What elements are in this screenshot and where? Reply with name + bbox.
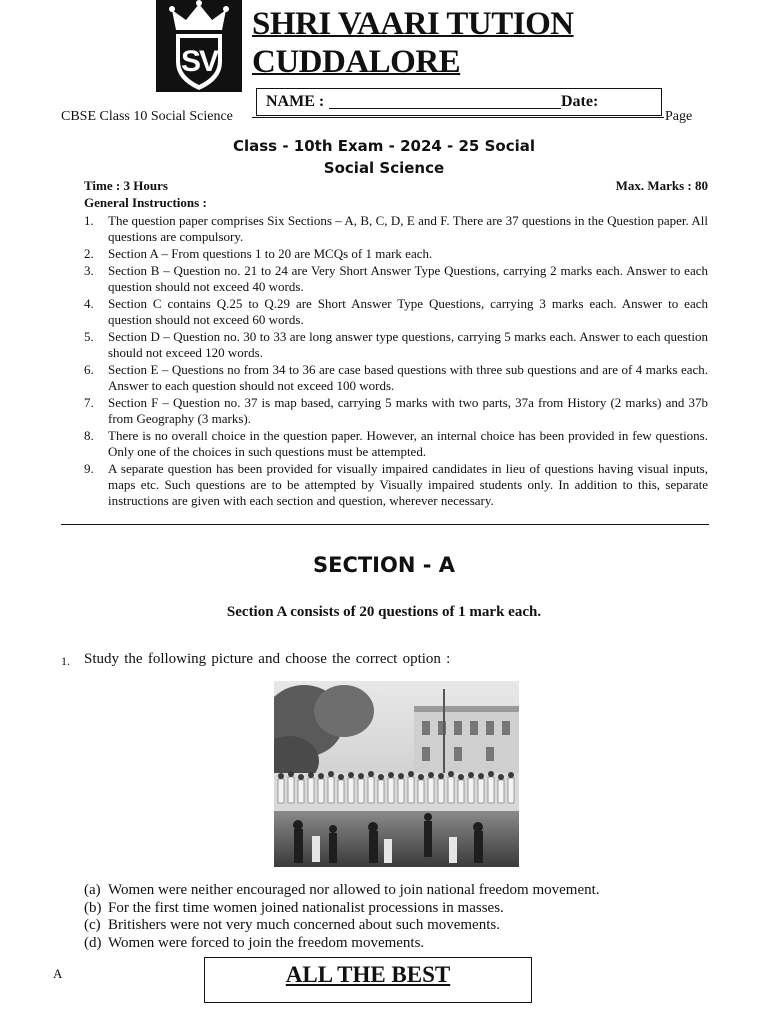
instruction-number: 1. <box>84 213 94 228</box>
logo <box>156 0 242 92</box>
instruction-item <box>84 296 708 328</box>
option-text: Britishers were not very much concerned about such movements. <box>108 917 500 933</box>
instruction-item <box>84 395 708 427</box>
school-name: SHRI VAARI TUTION <box>252 6 574 42</box>
option-a[interactable] <box>84 882 600 899</box>
instruction-number: 7. <box>84 395 94 410</box>
instruction-text: Section E – Questions no from 34 to 36 are case based questions with three sub questions and are of 4 marks each. Answer to each question should not exceed 100 words. <box>108 362 708 393</box>
option-letter: (c) <box>84 917 101 933</box>
instruction-number: 2. <box>84 246 94 261</box>
instruction-text: Section A – From questions 1 to 20 are MCQs of 1 mark each. <box>108 246 433 261</box>
time-allowed: Time : 3 Hours <box>84 178 168 193</box>
school-city: CUDDALORE <box>252 44 461 80</box>
instruction-number: 3. <box>84 263 94 278</box>
instruction-text: A separate question has been provided for visually impaired candidates in lieu of questions having visual inputs, maps etc. Such questions are to be attempted by Visually impaired students only. In addition to this, separate instructions are given with each section and question, wherever necessary. <box>108 461 708 508</box>
date-label: Date: <box>561 93 599 110</box>
instruction-text: The question paper comprises Six Sections – A, B, C, D, E and F. There are 37 questions in the Question paper. All questions are compulsory. <box>108 213 708 244</box>
instructions-list <box>84 213 708 510</box>
section-divider <box>61 524 709 525</box>
option-letter: (b) <box>84 900 102 916</box>
instruction-text: Section D – Question no. 30 to 33 are long answer type questions, carrying 5 marks each. Answer to each question should not exceed 120 words. <box>108 329 708 360</box>
instruction-number: 6. <box>84 362 94 377</box>
instruction-item <box>84 362 708 394</box>
section-description: Section A consists of 20 questions of 1 mark each. <box>226 604 542 620</box>
instruction-item <box>84 428 708 460</box>
option-letter: (d) <box>84 935 102 951</box>
logo-monogram: SV <box>180 45 218 78</box>
option-text: Women were neither encouraged nor allowed to join national freedom movement. <box>108 882 600 898</box>
instruction-text: Section F – Question no. 37 is map based, carrying 5 marks with two parts, 37a from History (2 marks) and 37b from Geography (3 marks). <box>108 395 708 426</box>
exam-title: Class - 10th Exam - 2024 - 25 Social <box>232 137 535 155</box>
historical-photo <box>274 681 519 867</box>
page-label: Page <box>665 109 693 124</box>
footer-letter: A <box>53 966 63 981</box>
instruction-number: 8. <box>84 428 94 443</box>
instruction-number: 9. <box>84 461 94 476</box>
instruction-item <box>84 246 708 262</box>
question-number: 1. <box>61 654 70 668</box>
option-text: For the first time women joined nationalist processions in masses. <box>108 900 504 916</box>
header-rule <box>252 117 664 118</box>
instruction-text: Section C contains Q.25 to Q.29 are Short Answer Type Questions, carrying 3 marks each. Answer to each question should not exceed 60 words. <box>108 296 708 327</box>
instruction-text: Section B – Question no. 21 to 24 are Very Short Answer Type Questions, carrying 2 marks each. Answer to each question should not exceed 40 words. <box>108 263 708 294</box>
option-d[interactable] <box>84 935 424 952</box>
option-letter: (a) <box>84 882 101 898</box>
instruction-item <box>84 263 708 295</box>
section-title: SECTION - A <box>312 553 456 577</box>
instruction-number: 5. <box>84 329 94 344</box>
class-label: CBSE Class 10 Social Science <box>61 109 233 124</box>
instruction-text: There is no overall choice in the question paper. However, an internal choice has been provided in few questions. Only one of the choices in such questions must be attempted. <box>108 428 708 459</box>
name-label: NAME : <box>266 93 325 110</box>
option-b[interactable] <box>84 900 504 917</box>
question-text: Study the following picture and choose the correct option : <box>84 651 451 667</box>
name-field[interactable] <box>329 108 561 109</box>
instructions-heading: General Instructions : <box>84 195 207 210</box>
procession-photo-image <box>274 681 519 867</box>
instruction-item <box>84 329 708 361</box>
option-c[interactable] <box>84 917 500 934</box>
footer-message: ALL THE BEST <box>285 962 451 987</box>
instruction-number: 4. <box>84 296 94 311</box>
instruction-item <box>84 461 708 509</box>
exam-subtitle: Social Science <box>323 159 445 177</box>
option-text: Women were forced to join the freedom movements. <box>108 935 425 951</box>
instruction-item <box>84 213 708 245</box>
max-marks: Max. Marks : 80 <box>615 178 708 193</box>
